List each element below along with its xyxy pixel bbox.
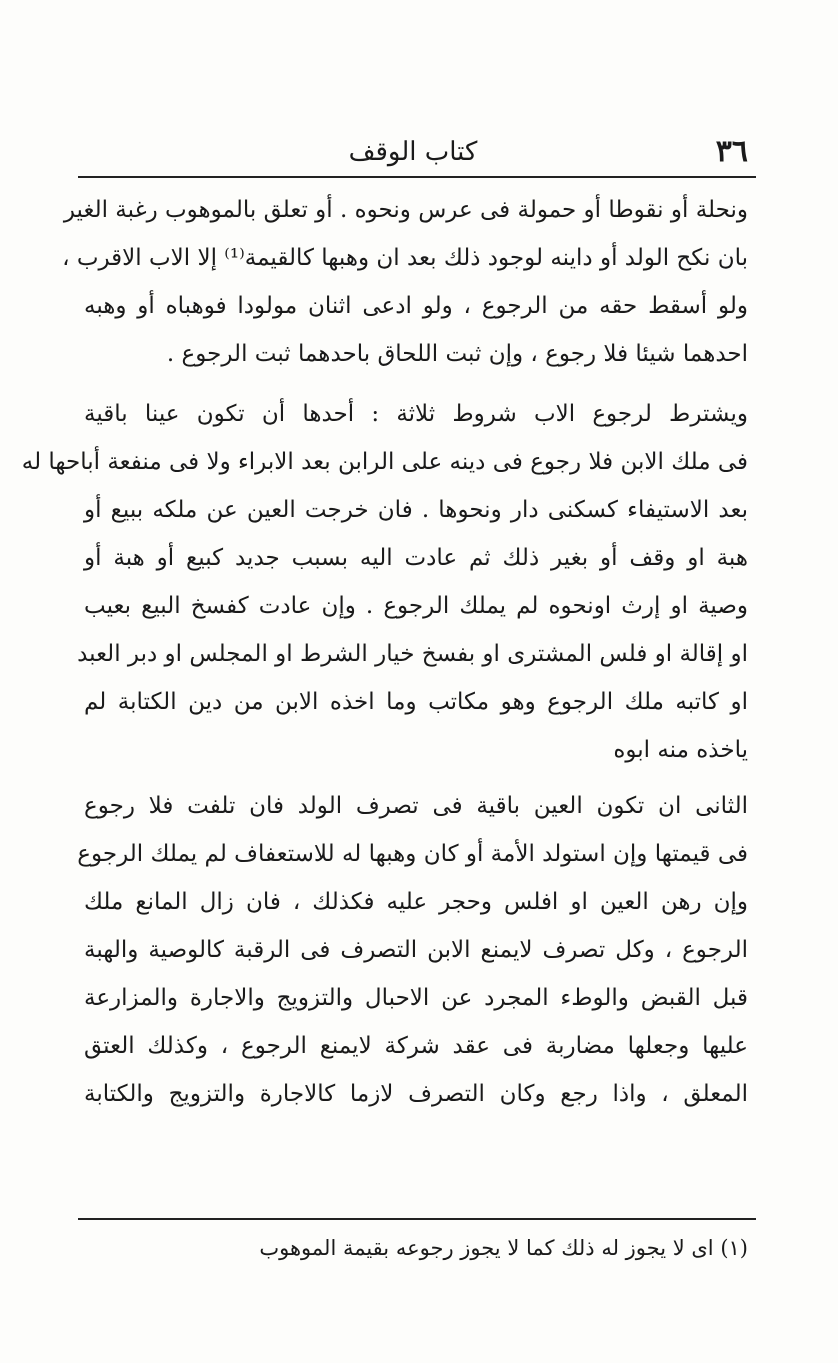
page-number: ٣٦	[715, 134, 748, 169]
text-line: وإن رهن العين او افلس وحجر عليه فكذلك ، فان زال المانع ملك	[84, 889, 748, 915]
footnote: (١) اى لا يجوز له ذلك كما لا يجوز رجوعه بقيمة الموهوب	[259, 1236, 748, 1260]
text-line: قبل القبض والوطء المجرد عن الاحبال والتزويج والاجارة والمزارعة	[84, 985, 748, 1011]
text-line: بان نكح الولد أو داينه لوجود ذلك بعد ان وهبها كالقيمة⁽¹⁾ إلا الاب الاقرب ،	[62, 245, 748, 271]
main-text	[21, 186, 748, 1118]
text-line: وصية او إرث اونحوه لم يملك الرجوع . وإن عادت كفسخ البيع بعيب	[84, 593, 748, 619]
text-line: الثانى ان تكون العين باقية فى تصرف الولد فان تلفت فلا رجوع	[84, 793, 748, 819]
paragraph-1	[62, 186, 748, 378]
running-title: كتاب الوقف	[348, 137, 478, 167]
header-divider	[78, 176, 756, 178]
page-header	[78, 132, 748, 172]
text-line: بعد الاستيفاء كسكنى دار ونحوها . فان خرجت العين عن ملكه ببيع أو	[84, 497, 748, 523]
text-line: ونحلة أو نقوطا أو حمولة فى عرس ونحوه . أو تعلق بالموهوب رغبة الغير	[63, 197, 748, 223]
text-line: هبة او وقف أو بغير ذلك ثم عادت اليه بسبب جديد كبيع أو هبة أو	[84, 545, 748, 571]
text-line: او كاتبه ملك الرجوع وهو مكاتب وما اخذه الابن من دين الكتابة لم	[84, 689, 748, 715]
text-line: ويشترط لرجوع الاب شروط ثلاثة : أحدها أن تكون عينا باقية	[84, 401, 748, 427]
paragraph-3	[77, 782, 748, 1118]
text-line: ياخذه منه ابوه	[613, 737, 748, 763]
text-line: فى ملك الابن فلا رجوع فى دينه على الرابن بعد الابراء ولا فى منفعة أباحها له	[21, 449, 748, 475]
text-line: المعلق ، واذا رجع وكان التصرف لازما كالاجارة والتزويج والكتابة	[84, 1081, 748, 1107]
text-line: احدهما شيئا فلا رجوع ، وإن ثبت اللحاق باحدهما ثبت الرجوع .	[166, 341, 748, 367]
footnote-divider	[78, 1218, 756, 1220]
text-line: ولو أسقط حقه من الرجوع ، ولو ادعى اثنان مولودا فوهباه أو وهبه	[84, 293, 748, 319]
text-line: او إقالة او فلس المشترى او بفسخ خيار الشرط او المجلس او دبر العبد	[77, 641, 748, 667]
text-line: الرجوع ، وكل تصرف لايمنع الابن التصرف فى الرقبة كالوصية والهبة	[84, 937, 748, 963]
text-line: فى قيمتها وإن استولد الأمة أو كان وهبها له للاستعفاف لم يملك الرجوع	[77, 841, 748, 867]
text-line: عليها وجعلها مضاربة فى عقد شركة لايمنع الرجوع ، وكذلك العتق	[84, 1033, 748, 1059]
paragraph-2	[21, 390, 748, 774]
